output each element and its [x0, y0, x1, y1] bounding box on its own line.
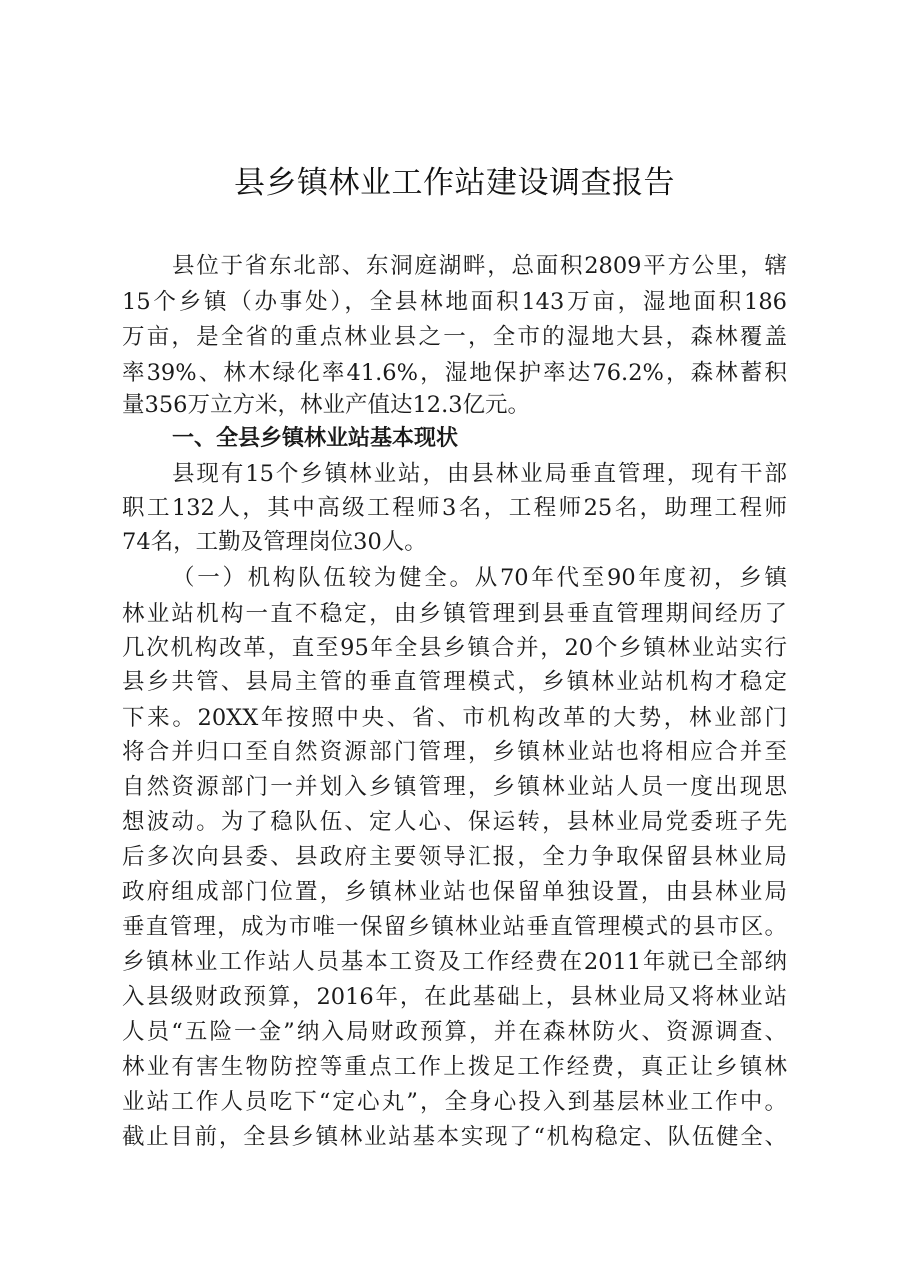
- paragraph-line: 垂直管理，成为市唯一保留乡镇林业站垂直管理模式的县市区。: [122, 914, 787, 940]
- paragraph-line: 林业站机构一直不稳定，由乡镇管理到县垂直管理期间经历了: [122, 601, 787, 627]
- paragraph-line: 县现有15个乡镇林业站，由县林业局垂直管理，现有干部: [172, 461, 787, 487]
- paragraph-line: 职工132人，其中高级工程师3名，工程师25名，助理工程师: [122, 495, 787, 521]
- paragraph-line: 自然资源部门一并划入乡镇管理，乡镇林业站人员一度出现思: [122, 774, 787, 800]
- paragraph-line: 74名，工勤及管理岗位30人。: [122, 529, 427, 555]
- paragraph-line: 量356万立方米，林业产值达12.3亿元。: [122, 392, 531, 418]
- section-heading: 一、全县乡镇林业站基本现状: [172, 426, 459, 451]
- paragraph-line: 县位于省东北部、东洞庭湖畔，总面积2809平方公里，辖: [172, 253, 787, 279]
- paragraph-line: 15个乡镇（办事处），全县林地面积143万亩，湿地面积186: [122, 289, 787, 315]
- subsection-line: （一）机构队伍较为健全。从70年代至90年度初，乡镇: [172, 565, 787, 591]
- paragraph-line: 入县级财政预算，2016年，在此基础上，县林业局又将林业站: [122, 984, 787, 1010]
- paragraph-line: 想波动。为了稳队伍、定人心、保运转，县林业局党委班子先: [122, 809, 787, 835]
- paragraph-line: 林业有害生物防控等重点工作上拨足工作经费，真正让乡镇林: [122, 1054, 787, 1080]
- paragraph-line: 下来。20XX年按照中央、省、市机构改革的大势，林业部门: [122, 705, 787, 731]
- paragraph-line: 后多次向县委、县政府主要领导汇报，全力争取保留县林业局: [122, 844, 787, 870]
- paragraph-line: 率39%、林木绿化率41.6%，湿地保护率达76.2%，森林蓄积: [122, 360, 787, 386]
- paragraph-line: 将合并归口至自然资源部门管理，乡镇林业站也将相应合并至: [122, 739, 787, 765]
- paragraph-line: 人员“五险一金”纳入局财政预算，并在森林防火、资源调查、: [122, 1019, 787, 1045]
- paragraph-line: 县乡共管、县局主管的垂直管理模式，乡镇林业站机构才稳定: [122, 669, 787, 695]
- document-title: 县乡镇林业工作站建设调查报告: [234, 165, 675, 201]
- paragraph-line: 政府组成部门位置，乡镇林业站也保留单独设置，由县林业局: [122, 879, 787, 905]
- paragraph-line: 几次机构改革，直至95年全县乡镇合并，20个乡镇林业站实行: [122, 635, 787, 661]
- paragraph-line: 乡镇林业工作站人员基本工资及工作经费在2011年就已全部纳: [122, 949, 787, 975]
- paragraph-line: 截止目前，全县乡镇林业站基本实现了“机构稳定、队伍健全、: [122, 1124, 787, 1150]
- paragraph-line: 业站工作人员吃下“定心丸”，全身心投入到基层林业工作中。: [122, 1089, 787, 1115]
- paragraph-line: 万亩，是全省的重点林业县之一，全市的湿地大县，森林覆盖: [122, 324, 787, 350]
